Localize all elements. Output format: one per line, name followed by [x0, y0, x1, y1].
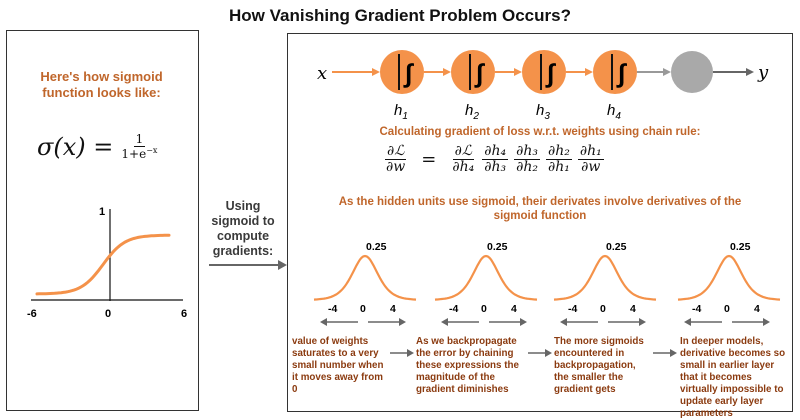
derivative-tick: 4: [754, 303, 760, 315]
derivative-tick: -4: [692, 303, 702, 315]
chain-term-1-num: ∂ℒ: [454, 143, 472, 159]
chain-lhs: [384, 144, 407, 174]
step-2-text: As we backpropagate the error by chaining these expressions the magnitude of the gradient diminishes: [416, 336, 519, 395]
neuron-h4: [593, 50, 637, 94]
sigmoid-formula: [37, 133, 159, 161]
chain-lhs-den: ∂w: [386, 158, 406, 175]
hidden-label-h4: $h_4$: [607, 102, 621, 122]
chain-term-3-num: ∂h₃: [516, 143, 538, 159]
input-label-x: x: [317, 63, 328, 84]
chain-term-5: [578, 144, 604, 174]
sigmoid-plot: [7, 191, 197, 351]
output-neuron: [671, 51, 713, 93]
integral-icon: ∫: [405, 58, 413, 88]
derivative-curves: [288, 234, 792, 334]
derivative-tick: 4: [630, 303, 636, 315]
sigmoid-formula-den-exponent: −x: [146, 146, 158, 155]
gradient-panel: [287, 33, 793, 419]
derivative-note: As the hidden units use sigmoid, their derivates involve derivatives of the sigmoid function: [338, 196, 742, 222]
sigmoid-formula-fraction: [119, 133, 159, 160]
derivative-peak-label: 0.25: [606, 241, 627, 253]
derivative-peak-label: 0.25: [730, 241, 751, 253]
chain-term-3: [514, 144, 540, 174]
hidden-label-h2: $h_2$: [465, 102, 479, 122]
chain-term-5-num: ∂h₁: [579, 143, 602, 159]
chain-equals: =: [421, 148, 437, 170]
derivative-curve-1: [314, 241, 416, 326]
network-diagram: [288, 34, 792, 126]
chain-term-2-num: ∂h₄: [484, 143, 507, 159]
chain-term-2-den: ∂h₃: [484, 158, 507, 175]
derivative-peak-label: 0.25: [487, 241, 508, 253]
derivative-tick: 0: [360, 303, 366, 315]
step-arrow-1: [389, 348, 415, 358]
hidden-label-h1: $h_1$: [394, 102, 408, 122]
middle-arrow-head: [278, 260, 287, 270]
sigmoid-formula-denominator: [119, 147, 159, 161]
derivative-tick: 4: [390, 303, 396, 315]
arrow-x-to-h1-head: [372, 68, 380, 76]
chain-term-1: [450, 144, 476, 174]
chain-term-4-num: ∂h₂: [547, 143, 570, 159]
derivative-curve-4: [678, 241, 780, 326]
derivative-tick: 0: [724, 303, 730, 315]
step-4-text: In deeper models, derivative becomes so small in earlier layer that it becomes virtually impossible to update early layer parameters: [680, 336, 786, 419]
neuron-h2: [451, 50, 495, 94]
neuron-h1: [380, 50, 424, 94]
sigmoid-x-tick-neg6: -6: [27, 308, 37, 320]
step-1-text: value of weights saturates to a very small number when it moves away from 0: [292, 336, 384, 395]
chain-term-1-den: ∂h₄: [452, 158, 475, 175]
sigmoid-formula-numerator: 1: [135, 132, 144, 147]
sigmoid-curve: [37, 235, 169, 294]
step-arrow-3: [652, 348, 678, 358]
integral-icon: ∫: [547, 58, 555, 88]
chain-rule-heading: Calculating gradient of loss w.r.t. weights using chain rule:: [379, 126, 701, 138]
chain-term-5-den: ∂w: [581, 158, 601, 175]
sigmoid-formula-den-base: 1+e: [121, 147, 147, 161]
derivative-curve-2: [435, 241, 537, 326]
derivative-tick: -4: [568, 303, 578, 315]
output-label-y: y: [758, 62, 769, 83]
chain-term-2: [482, 144, 508, 174]
chain-rule-equation: [384, 144, 604, 174]
chain-term-4: [546, 144, 572, 174]
sigmoid-panel: [6, 30, 199, 411]
sigmoid-x-tick-6: 6: [181, 308, 188, 320]
derivative-tick: 0: [600, 303, 606, 315]
middle-arrow: [208, 258, 288, 272]
neuron-h1-circle: [380, 50, 424, 94]
chain-term-4-den: ∂h₁: [547, 158, 570, 175]
derivative-tick: 4: [511, 303, 517, 315]
middle-label: Using sigmoid to compute gradients:: [211, 199, 275, 258]
sigmoid-formula-lhs: σ(x) =: [37, 133, 114, 161]
neuron-h3-circle: [522, 50, 566, 94]
derivative-peak-label: 0.25: [366, 241, 387, 253]
sigmoid-caption: Here's how sigmoid function looks like:: [40, 69, 163, 100]
sigmoid-y-tick-1: 1: [99, 206, 106, 218]
neuron-h2-circle: [451, 50, 495, 94]
integral-icon: ∫: [618, 58, 626, 88]
sigmoid-x-tick-0: 0: [105, 308, 112, 320]
step-arrow-2: [527, 348, 553, 358]
chain-term-3-den: ∂h₂: [516, 158, 538, 175]
chain-lhs-num: ∂ℒ: [386, 143, 405, 159]
neuron-h4-circle: [593, 50, 637, 94]
neuron-h3: [522, 50, 566, 94]
step-3-text: The more sigmoids encountered in backpropagation, the smaller the gradient gets: [554, 336, 644, 395]
derivative-curve-3: [554, 241, 656, 326]
hidden-label-h3: $h_3$: [536, 102, 550, 122]
integral-icon: ∫: [476, 58, 484, 88]
page-title: How Vanishing Gradient Problem Occurs?: [229, 6, 571, 25]
derivative-tick: 0: [481, 303, 487, 315]
derivative-tick: -4: [328, 303, 338, 315]
derivative-tick: -4: [449, 303, 459, 315]
